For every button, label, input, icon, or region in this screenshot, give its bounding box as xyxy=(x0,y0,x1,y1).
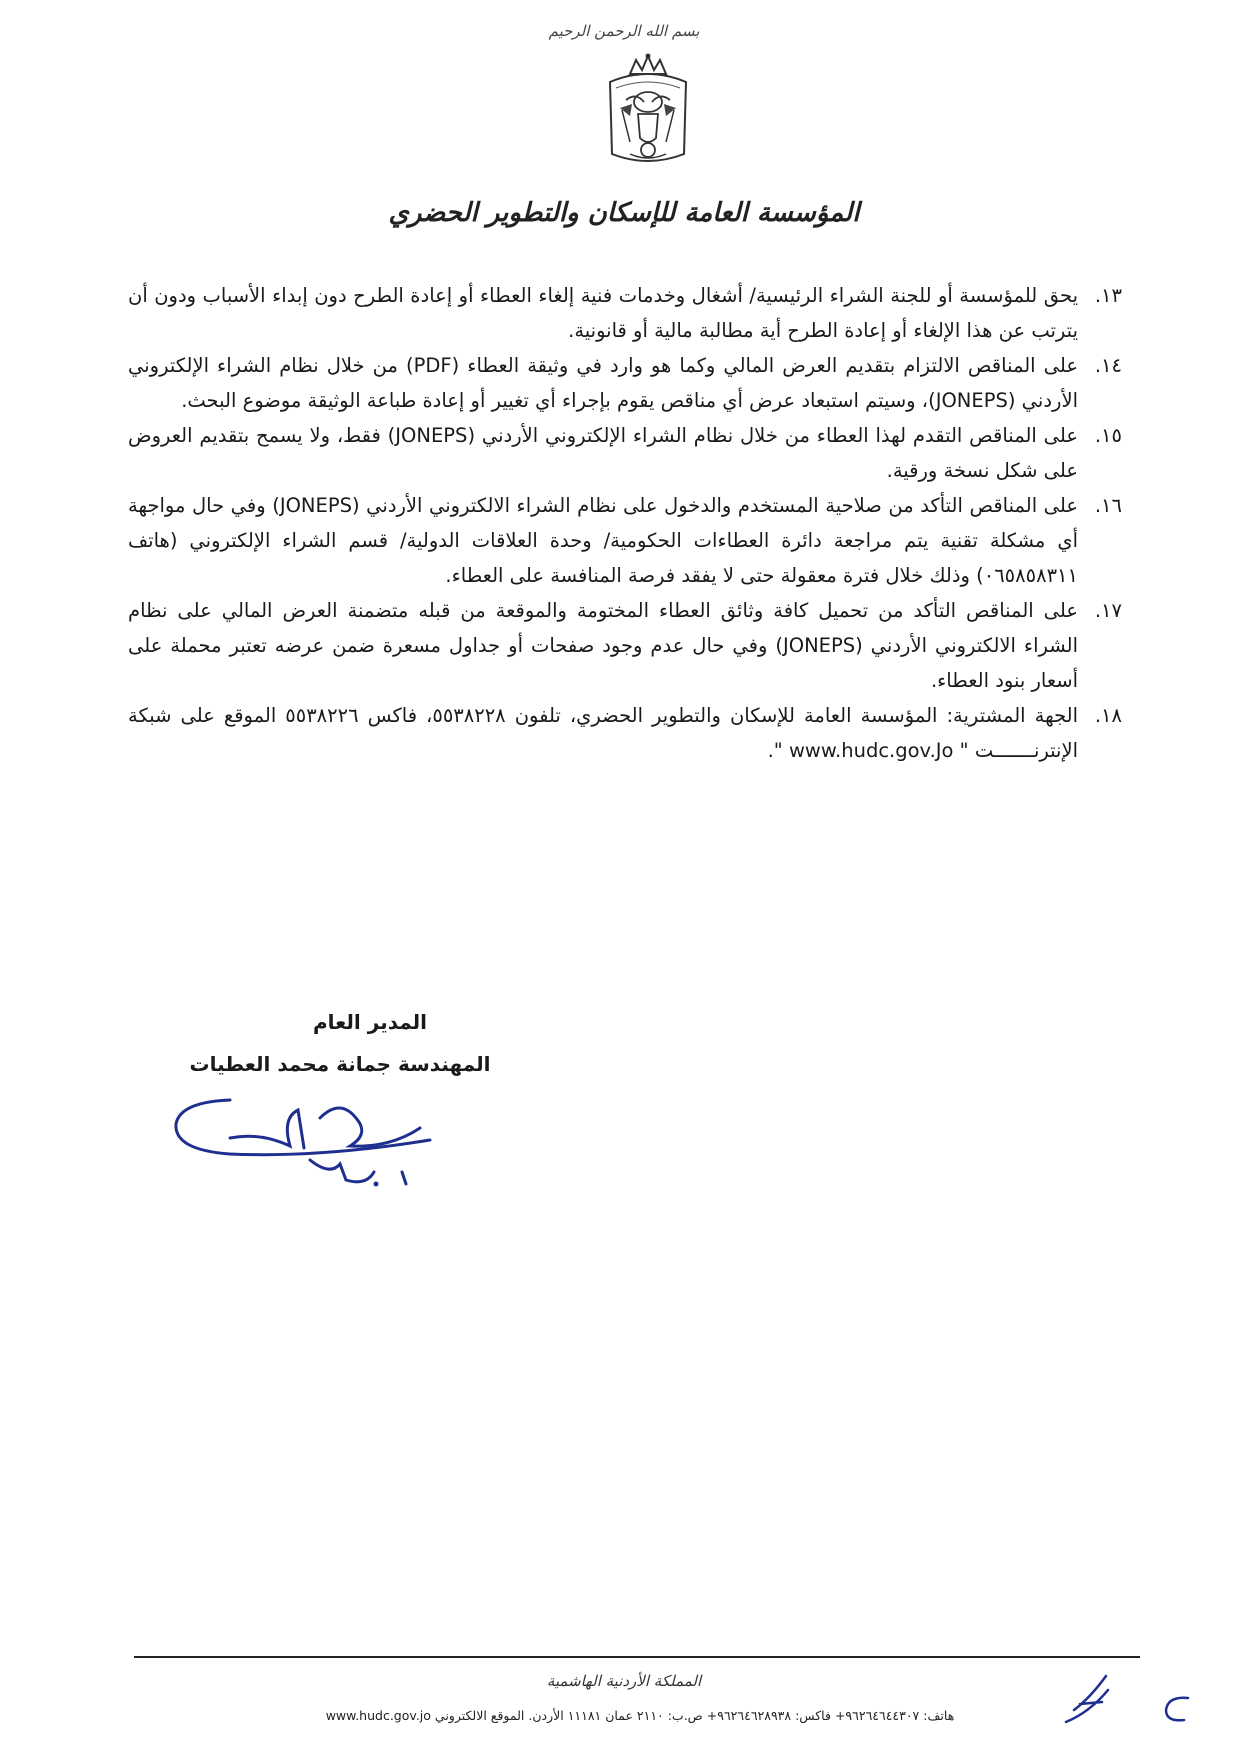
handwritten-initials-icon xyxy=(1060,1668,1200,1738)
footer-contact: هاتف: ٩٦٢٦٤٦٤٤٣٠٧+ فاكس: ٩٦٢٦٤٦٢٨٩٣٨+ ص.ب: ٢١١٠ عمان ١١١٨١ الأردن. الموقع الالكتروني www.hudc.gov.jo xyxy=(325,1708,955,1723)
item-text: على المناقص التأكد من تحميل كافة وثائق العطاء المختومة والموقعة من قبله متضمنة العرض المالي على نظام الشراء الالكتروني الأردني (JONEPS) وفي حال عدم وجود صفحات أو جداول مسعرة ضمن عرضه تعتبر محملة على أسعار بنود العطاء. xyxy=(128,599,1078,692)
item-number: ١٣. xyxy=(1094,284,1122,307)
list-item xyxy=(128,698,1122,768)
item-number: ١٨. xyxy=(1094,704,1122,727)
footer-country: المملكة الأردنية الهاشمية xyxy=(546,1672,702,1690)
signatory-title: المدير العام xyxy=(312,1010,428,1034)
item-number: ١٤. xyxy=(1094,354,1122,377)
basmala: بسم الله الرحمن الرحيم xyxy=(548,22,700,40)
list-item xyxy=(128,488,1122,593)
coat-of-arms-icon xyxy=(600,52,696,170)
conditions-list xyxy=(128,278,1122,768)
item-number: ١٧. xyxy=(1094,599,1122,622)
list-item xyxy=(128,418,1122,488)
item-text: على المناقص التأكد من صلاحية المستخدم والدخول على نظام الشراء الالكتروني الأردني (JONEPS) وفي حال مواجهة أي مشكلة تقنية يتم مراجعة دائرة العطاءات الحكومية/ وحدة العلاقات الدولية/ قسم الشراء الإلكتروني (هاتف ٠٦٥٨٥٨٣١١) وذلك خلال فترة معقولة حتى لا يفقد فرصة المنافسة على العطاء. xyxy=(128,494,1078,587)
item-text: الجهة المشترية: المؤسسة العامة للإسكان والتطوير الحضري، تلفون ٥٥٣٨٢٢٨، فاكس ٥٥٣٨٢٢٦ الموقع على شبكة الإنترنـــــــت " www.hudc.gov.Jo ". xyxy=(128,704,1079,762)
item-text: يحق للمؤسسة أو للجنة الشراء الرئيسية/ أشغال وخدمات فنية إلغاء العطاء أو إعادة الطرح دون إبداء الأسباب ودون أن يترتب عن هذا الإلغاء أو إعادة الطرح أية مطالبة مالية أو قانونية. xyxy=(128,284,1078,342)
handwritten-signature-icon xyxy=(170,1088,460,1208)
footer-divider xyxy=(134,1656,1140,1658)
list-item xyxy=(128,593,1122,698)
organization-name: المؤسسة العامة للإسكان والتطوير الحضري xyxy=(388,198,860,228)
item-text: على المناقص الالتزام بتقديم العرض المالي وكما هو وارد في وثيقة العطاء (PDF) من خلال نظام الشراء الإلكتروني الأردني (JONEPS)، وسيتم استبعاد عرض أي مناقص يقوم بإجراء أي تغيير أو إعادة طباعة الوثيقة موضوع البحث. xyxy=(128,354,1078,412)
item-number: ١٦. xyxy=(1094,494,1122,517)
list-item xyxy=(128,348,1122,418)
signatory-name: المهندسة جمانة محمد العطيات xyxy=(189,1052,491,1076)
list-item xyxy=(128,278,1122,348)
item-number: ١٥. xyxy=(1094,424,1122,447)
item-text: على المناقص التقدم لهذا العطاء من خلال نظام الشراء الإلكتروني الأردني (JONEPS) فقط، ولا يسمح بتقديم العروض على شكل نسخة ورقية. xyxy=(128,424,1078,482)
